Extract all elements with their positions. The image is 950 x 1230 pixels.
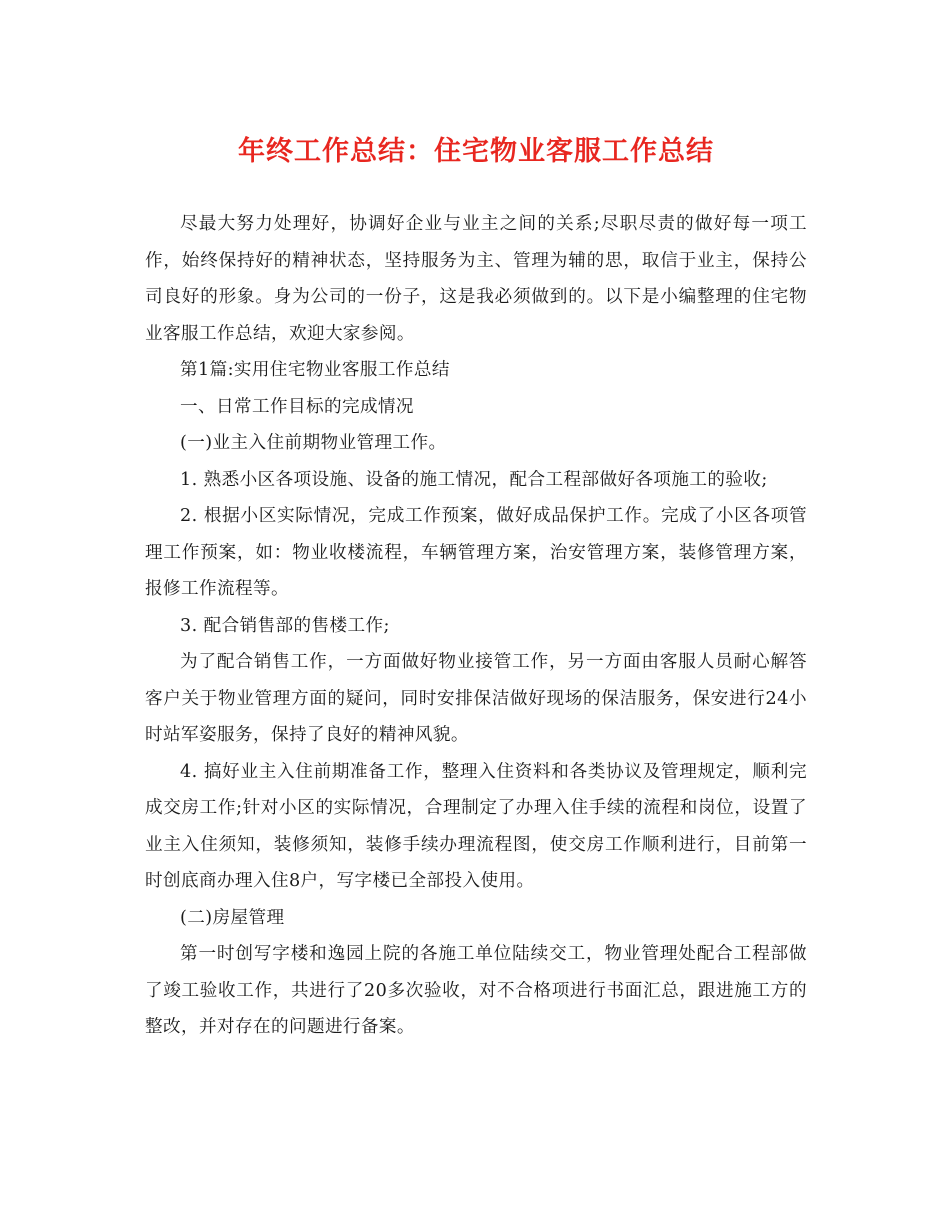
paragraph-item-2: 2. 根据小区实际情况，完成工作预案，做好成品保护工作。完成了小区各项管理工作预案，如：物业收楼流程，车辆管理方案，治安管理方案，装修管理方案，报修工作流程等。 — [145, 506, 807, 599]
document-title: 年终工作总结：住宅物业客服工作总结 — [238, 136, 714, 167]
document-body — [145, 206, 807, 1046]
paragraph-section-heading: 一、日常工作目标的完成情况 — [180, 396, 414, 417]
paragraph-item-4: 4. 搞好业主入住前期准备工作，整理入住资料和各类协议及管理规定，顺利完成交房工作;针对小区的实际情况，合理制定了办理入住手续的流程和岗位，设置了业主入住须知，装修须知，装修手续办理流程图，使交房工作顺利进行，目前第一时创底商办理入住8户，写字楼已全部投入使用。 — [145, 761, 807, 891]
document-page — [145, 132, 807, 1046]
paragraph-item-1: 1. 熟悉小区各项设施、设备的施工情况，配合工程部做好各项施工的验收; — [180, 469, 768, 490]
paragraph-subsection-heading-2: (二)房屋管理 — [180, 907, 285, 928]
paragraph-housing-management: 第一时创写字楼和逸园上院的各施工单位陆续交工，物业管理处配合工程部做了竣工验收工作，共进行了20多次验收，对不合格项进行书面汇总，跟进施工方的整改，并对存在的问题进行备案。 — [145, 944, 807, 1037]
paragraph-subsection-heading: (一)业主入住前期物业管理工作。 — [180, 433, 447, 453]
paragraph-item-3: 3. 配合销售部的售楼工作; — [180, 615, 390, 636]
paragraph-article-heading: 第1篇:实用住宅物业客服工作总结 — [180, 360, 450, 380]
paragraph-intro: 尽最大努力处理好，协调好企业与业主之间的关系;尽职尽责的做好每一项工作，始终保持好的精神状态，坚持服务为主、管理为辅的思，取信于业主，保持公司良好的形象。身为公司的一份子，这是我必须做到的。以下是小编整理的住宅物业客服工作总结，欢迎大家参阅。 — [145, 214, 807, 344]
paragraph-sales-support: 为了配合销售工作，一方面做好物业接管工作，另一方面由客服人员耐心解答客户关于物业管理方面的疑问，同时安排保洁做好现场的保洁服务，保安进行24小时站军姿服务，保持了良好的精神风貌。 — [145, 652, 807, 745]
